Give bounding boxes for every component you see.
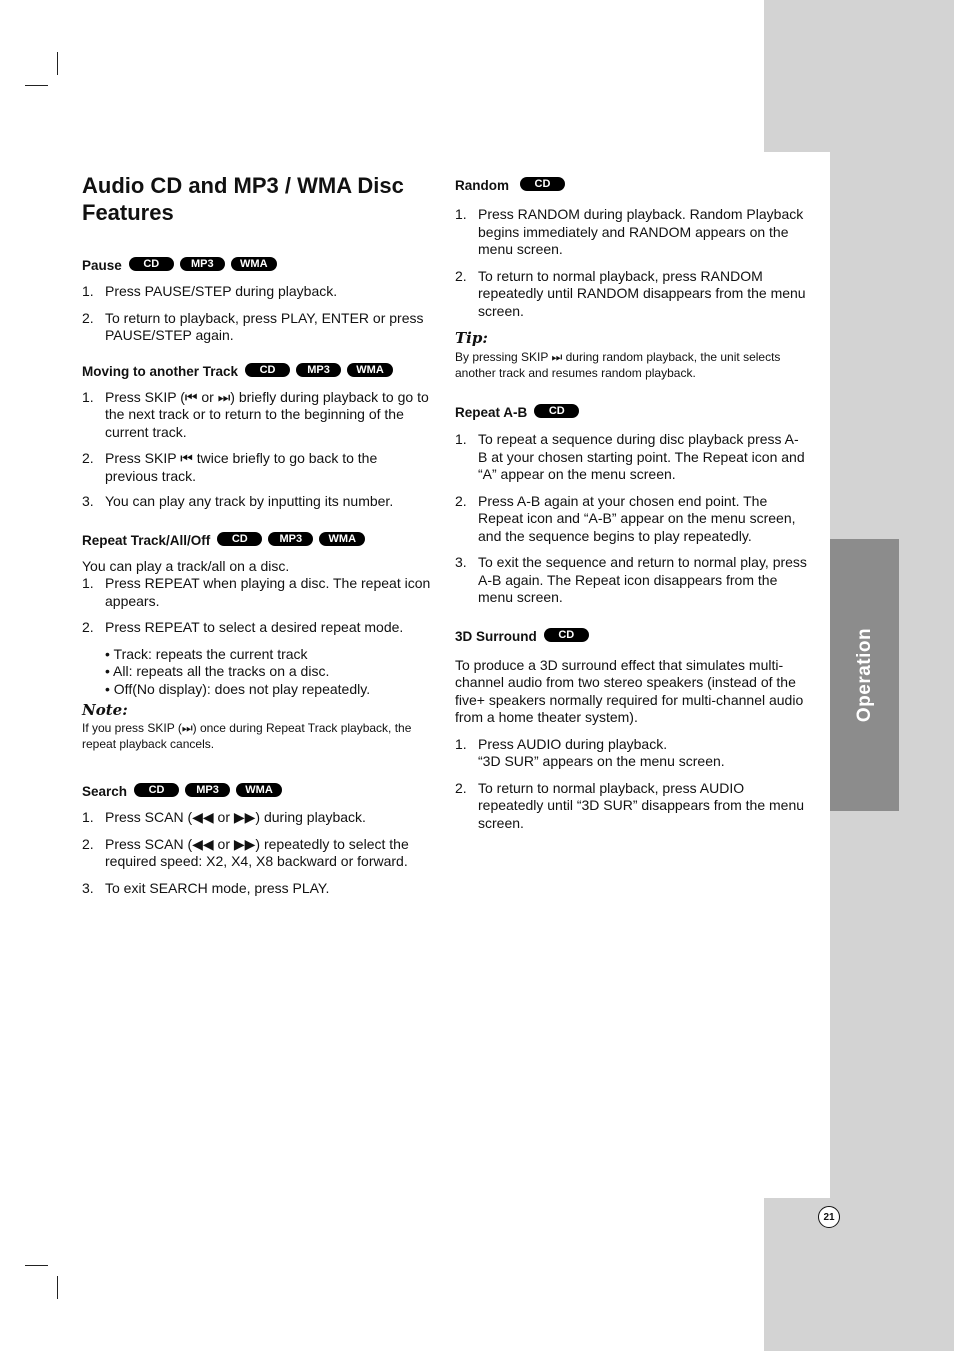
repeat-intro: You can play a track/all on a disc.	[82, 557, 290, 574]
tip-heading: Tip:	[455, 329, 488, 347]
section-heading: Moving to another Track CD MP3 WMA	[82, 364, 432, 380]
section-tab	[830, 539, 899, 811]
list-item: 3. You can play any track by inputting its number.	[82, 493, 394, 509]
section-heading: Search CD MP3 WMA	[82, 784, 432, 800]
section-heading: 3D Surround CD	[455, 629, 807, 645]
cd-badge: CD	[245, 363, 290, 377]
list-item: 2. Press A-B again at your chosen end point. The Repeat icon and “A-B” appear on the menu screen, and the sequence begins to play repeatedly.	[455, 492, 796, 544]
section-heading: Random CD	[455, 178, 807, 194]
section-tab-label: Operation	[853, 627, 875, 723]
list-item: 2. Press SKIP ⏮ twice briefly to go back to the previous track.	[82, 450, 378, 484]
crop-mark	[57, 1276, 58, 1299]
surround-intro: To produce a 3D surround effect that simulates multi-channel audio from two stereo speakers (instead of the five+ speakers normally required for multi-channel audio from a home theater system).	[455, 656, 804, 725]
tip-text: By pressing SKIP ⏭ during random playback, the unit selects another track and resumes random playback.	[455, 350, 781, 380]
cd-badge: CD	[544, 628, 589, 642]
list-item: 1. Press SKIP (⏮ or ⏭) briefly during playback to go to the next track or to return to the beginning of the current track.	[82, 388, 429, 440]
section-heading: Pause CD MP3 WMA	[82, 258, 432, 274]
cd-badge: CD	[520, 177, 565, 191]
list-item: 2. Press REPEAT to select a desired repeat mode.	[82, 619, 404, 635]
list-item: 2. To return to playback, press PLAY, ENTER or press PAUSE/STEP again.	[82, 309, 424, 343]
list-item: 2. To return to normal playback, press AUDIO repeatedly until “3D SUR” disappears from the menu screen.	[455, 779, 805, 831]
wma-badge: WMA	[347, 363, 393, 377]
mp3-badge: MP3	[296, 363, 341, 377]
list-item: • Track: repeats the current track	[105, 645, 308, 662]
list-item: 1. Press PAUSE/STEP during playback.	[82, 283, 338, 299]
mp3-badge: MP3	[180, 257, 225, 271]
cd-badge: CD	[134, 783, 179, 797]
mp3-badge: MP3	[185, 783, 230, 797]
note-heading: Note:	[82, 701, 128, 719]
cd-badge: CD	[217, 532, 262, 546]
repeat-section	[82, 533, 432, 753]
list-item: • Off(No display): does not play repeatedly.	[105, 680, 371, 697]
cd-badge: CD	[534, 404, 579, 418]
list-item: 1. Press SCAN (◀◀ or ▶▶) during playback.	[82, 809, 366, 825]
crop-mark	[25, 1265, 48, 1266]
left-column	[82, 172, 432, 897]
section-heading: Repeat Track/All/Off CD MP3 WMA	[82, 533, 432, 549]
wma-badge: WMA	[231, 257, 277, 271]
list-item: 1. To repeat a sequence during disc playback press A-B at your chosen starting point. The Repeat icon and “A” appear on the menu screen.	[455, 431, 805, 482]
section-heading: Repeat A-B CD	[455, 405, 807, 421]
list-item: 1. Press RANDOM during playback. Random Playback begins immediately and RANDOM appears on the menu screen.	[455, 206, 804, 257]
mp3-badge: MP3	[268, 532, 313, 546]
right-column	[455, 178, 807, 832]
list-item: • All: repeats all the tracks on a disc.	[105, 663, 330, 679]
list-item: 2. Press SCAN (◀◀ or ▶▶) repeatedly to select the required speed: X2, X4, X8 backward or forward.	[82, 835, 409, 869]
surround-section	[455, 629, 807, 833]
list-item: 3. To exit SEARCH mode, press PLAY.	[82, 879, 330, 896]
crop-mark	[25, 85, 48, 86]
page-title: Audio CD and MP3 / WMA Disc Features	[82, 173, 404, 225]
repeat-ab-section	[455, 405, 807, 607]
list-item: 2. To return to normal playback, press RANDOM repeatedly until RANDOM disappears from the menu screen.	[455, 267, 806, 319]
list-item: 1. Press REPEAT when playing a disc. The repeat icon appears.	[82, 575, 431, 609]
wma-badge: WMA	[236, 783, 282, 797]
moving-track-section	[82, 364, 432, 511]
list-item: 3. To exit the sequence and return to normal play, press A-B again. The Repeat icon disappears from the menu screen.	[455, 554, 807, 605]
wma-badge: WMA	[319, 532, 365, 546]
search-section	[82, 784, 432, 897]
random-section	[455, 178, 807, 381]
pause-section	[82, 258, 432, 345]
page-number: 21	[818, 1206, 840, 1228]
crop-mark	[57, 52, 58, 75]
cd-badge: CD	[129, 257, 174, 271]
list-item: 1. Press AUDIO during playback. “3D SUR” appears on the menu screen.	[455, 735, 725, 769]
note-text: If you press SKIP (⏭) once during Repeat Track playback, the repeat playback cancels.	[82, 721, 412, 751]
side-strip-bottom	[764, 1198, 954, 1351]
